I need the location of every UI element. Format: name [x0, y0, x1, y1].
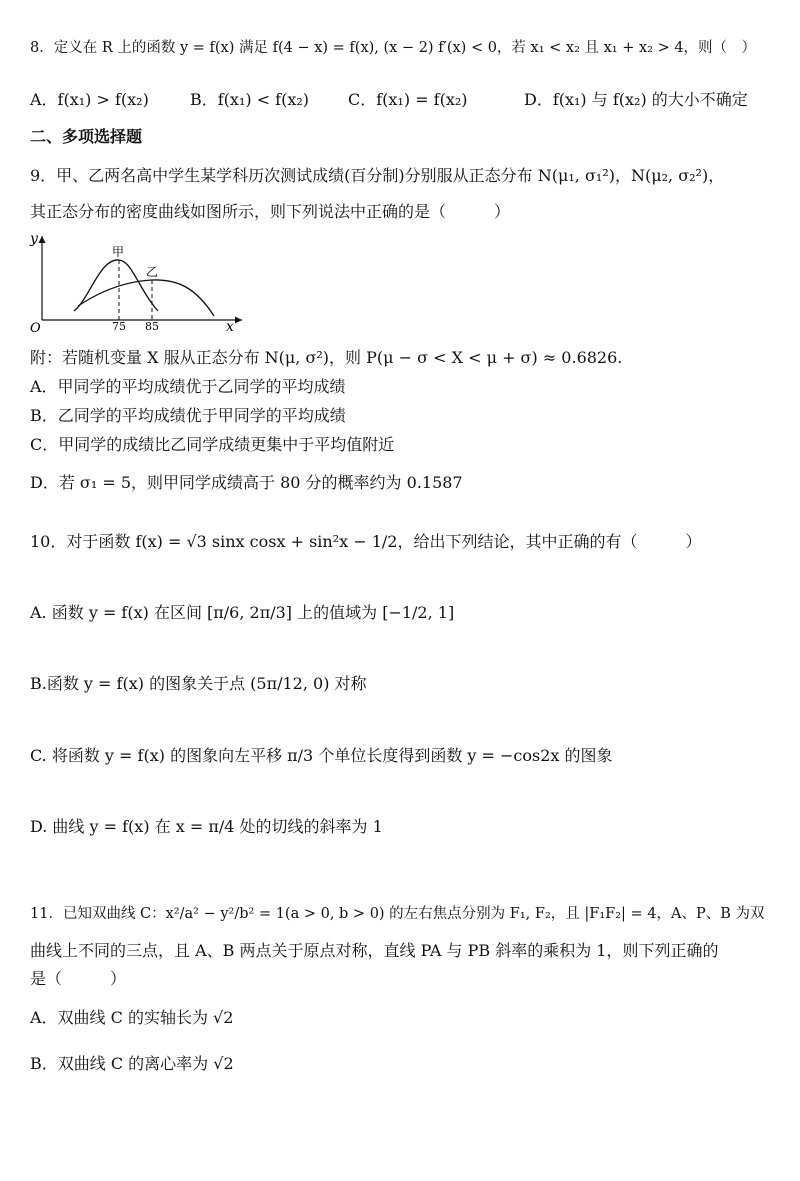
normal-distribution-figure — [28, 228, 258, 336]
q10-option-a: A. 函数 y = f(x) 在区间 [π/6, 2π/3] 上的值域为 [−1/2, 1] — [30, 603, 455, 622]
origin-label: O — [30, 321, 41, 336]
q10-option-c: C. 将函数 y = f(x) 的图象向左平移 π/3 个单位长度得到函数 y = −cos2x 的图象 — [30, 746, 613, 765]
q8-option-d: D．f(x₁) 与 f(x₂) 的大小不确定 — [524, 90, 748, 109]
q11-stem-line2: 曲线上不同的三点，且 A、B 两点关于原点对称，直线 PA 与 PB 斜率的乘积为 1，则下列正确的 — [30, 941, 719, 960]
q10-stem: 10．对于函数 f(x) = √3 sinx cosx + sin²x − 1/2，给出下列结论，其中正确的有（ ） — [30, 532, 702, 551]
q9-option-c: C．甲同学的成绩比乙同学成绩更集中于平均值附近 — [30, 435, 395, 454]
q11-stem-line3: 是（ ） — [30, 969, 127, 988]
q9-note: 附：若随机变量 X 服从正态分布 N(μ, σ²)，则 P(μ − σ < X < μ + σ) ≈ 0.6826. — [30, 348, 623, 367]
q8-option-c: C．f(x₁) = f(x₂) — [348, 90, 468, 109]
q8-option-a: A．f(x₁) > f(x₂) — [30, 90, 149, 109]
curve-jia-label: 甲 — [112, 245, 125, 259]
q9-stem-line2: 其正态分布的密度曲线如图所示，则下列说法中正确的是（ ） — [30, 202, 511, 221]
section-title: 二、多项选择题 — [30, 127, 143, 146]
tick-85: 85 — [145, 320, 159, 333]
tick-75: 75 — [112, 320, 126, 333]
q11-option-b: B．双曲线 C 的离心率为 √2 — [30, 1054, 234, 1073]
q9-option-a: A．甲同学的平均成绩优于乙同学的平均成绩 — [30, 377, 346, 396]
q9-stem-line1: 9．甲、乙两名高中学生某学科历次测试成绩(百分制)分别服从正态分布 N(μ₁, σ₁²)，N(μ₂, σ₂²)， — [30, 166, 725, 185]
y-axis-label: y — [30, 231, 38, 247]
q8-options — [30, 86, 790, 114]
q9-option-b: B．乙同学的平均成绩优于甲同学的平均成绩 — [30, 406, 346, 425]
q10-option-d: D. 曲线 y = f(x) 在 x = π/4 处的切线的斜率为 1 — [30, 817, 383, 836]
x-axis-label: x — [226, 319, 234, 335]
q8-stem: 8．定义在 R 上的函数 y = f(x) 满足 f(4 − x) = f(x), (x − 2) f′(x) < 0，若 x₁ < x₂ 且 x₁ + x₂ > 4，则（ ） — [30, 40, 757, 56]
q10-option-b: B.函数 y = f(x) 的图象关于点 (5π/12, 0) 对称 — [30, 674, 367, 693]
q11-option-a: A．双曲线 C 的实轴长为 √2 — [30, 1008, 234, 1027]
q9-option-d: D．若 σ₁ = 5，则甲同学成绩高于 80 分的概率约为 0.1587 — [30, 473, 463, 492]
q8-option-b: B．f(x₁) < f(x₂) — [190, 90, 310, 109]
curve-yi-label: 乙 — [146, 265, 159, 279]
q11-stem-line1: 11．已知双曲线 C：x²/a² − y²/b² = 1(a > 0, b > 0) 的左右焦点分别为 F₁, F₂，且 |F₁F₂| = 4，A、P、B 为双 — [30, 906, 765, 922]
curve-yi — [78, 280, 214, 316]
